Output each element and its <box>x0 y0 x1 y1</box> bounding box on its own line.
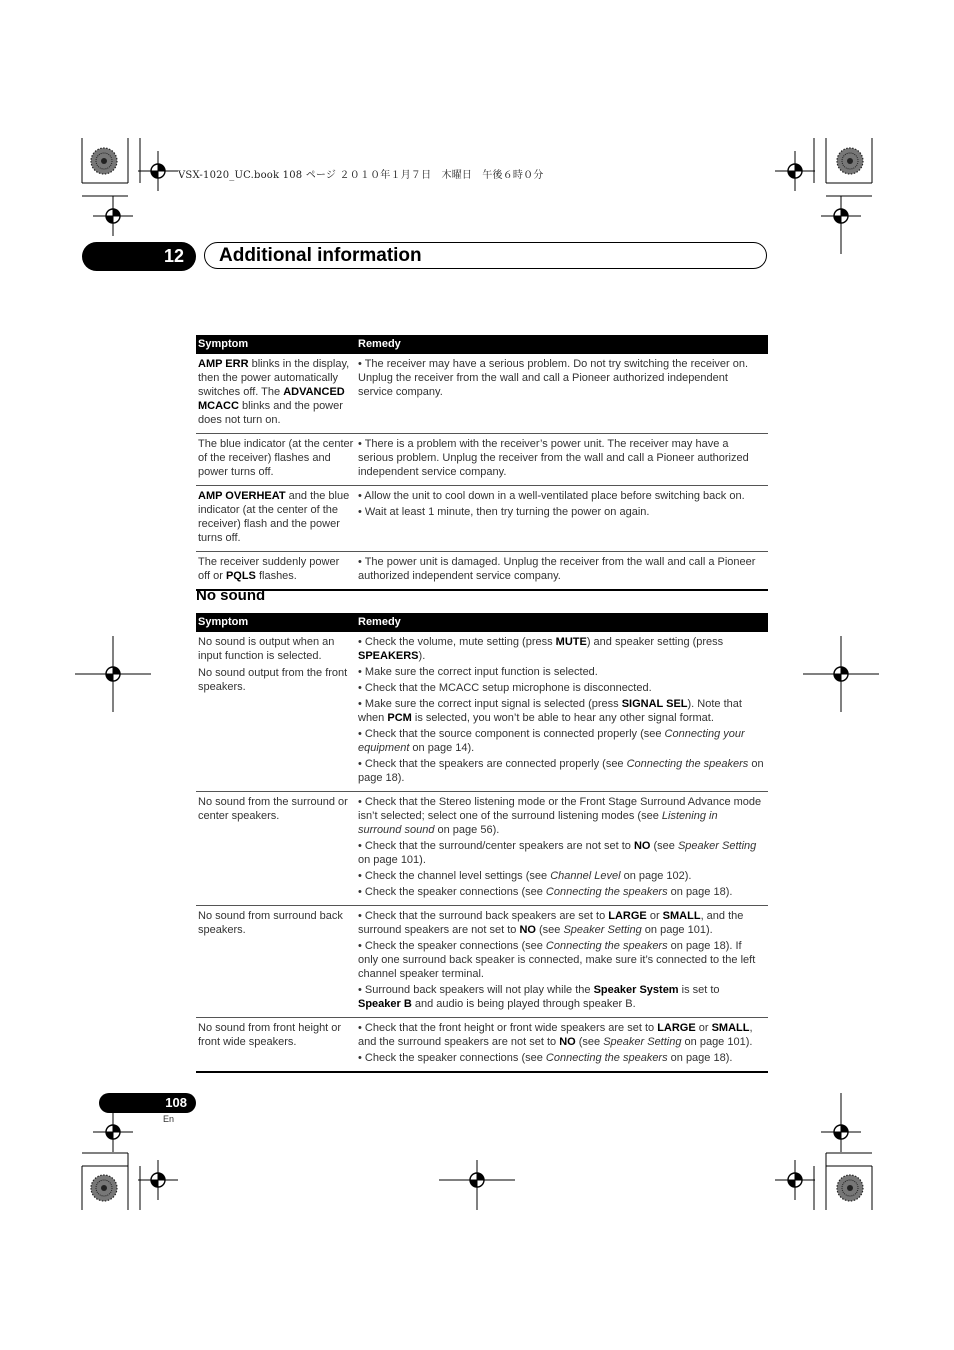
text-run: on page 14). <box>409 742 475 754</box>
text-run: on page 101). <box>358 854 426 866</box>
symptom-header: Symptom <box>198 338 249 350</box>
text-run: SMALL <box>711 1022 750 1034</box>
text-run: Connecting the speakers <box>626 758 749 770</box>
registration-cross-icon <box>775 151 815 191</box>
text-run: and the blue indicator (at the center of the receiver) flash and the power turns off. <box>198 490 350 544</box>
text-run: No sound is output when an input function is selected. <box>198 636 335 662</box>
text-run: No sound output from the front speakers. <box>198 667 348 693</box>
text-run: (see <box>650 840 678 852</box>
text-run: is set to <box>678 984 720 996</box>
chapter-title-box <box>204 242 767 269</box>
text-run: and audio is being played through speaker B. <box>411 998 636 1010</box>
symptom-cell <box>196 486 356 551</box>
text-run: No sound from surround back speakers. <box>198 910 343 936</box>
text-run: SIGNAL SEL <box>621 698 688 710</box>
table-row <box>196 632 768 792</box>
symptom-header: Symptom <box>198 616 249 628</box>
text-run: LARGE <box>608 910 647 922</box>
remedy-item <box>358 555 764 583</box>
text-run: • Check that the front height or front wide speakers are set to <box>358 1022 658 1034</box>
remedy-item <box>358 885 764 899</box>
symptom-text <box>198 489 354 545</box>
symptom-text <box>198 635 354 663</box>
remedy-item <box>358 681 764 695</box>
symptom-text <box>198 357 354 427</box>
print-header: VSX-1020_UC.book 108 ページ ２０１０年１月７日 木曜日 午後６時０分 <box>178 170 544 181</box>
text-run: Connecting your equipment <box>358 728 745 754</box>
text-run: Speaker B <box>358 998 412 1010</box>
text-run: , and the surround speakers are not set to <box>358 910 744 936</box>
registration-cross-icon <box>138 1160 178 1200</box>
symptom-cell <box>196 1018 356 1071</box>
text-run: on page 18). If only one surround back speaker is connected, make sure it’s connected to the left channel speaker terminal. <box>358 940 756 980</box>
text-run: Listening in surround sound <box>358 810 718 836</box>
text-run: PQLS <box>225 570 256 582</box>
symptom-cell <box>196 354 356 433</box>
table-header <box>196 613 768 632</box>
text-run: ) and speaker setting (press <box>586 636 724 648</box>
text-run: • The power unit is damaged. Unplug the receiver from the wall and call a Pioneer authorized independent service company. <box>358 556 756 582</box>
text-run: • Wait at least 1 minute, then try turning the power on again. <box>358 506 650 518</box>
table-row <box>196 792 768 906</box>
table-row <box>196 354 768 434</box>
symptom-text <box>198 666 354 694</box>
text-run: Speaker Setting <box>603 1036 682 1048</box>
symptom-cell <box>196 552 356 589</box>
registration-rosette-icon <box>837 1175 863 1201</box>
remedy-cell <box>356 632 768 791</box>
text-run: • The receiver may have a serious problem. Do not try switching the receiver on. Unplug the receiver from the wall and call a Pioneer authorized independent service company. <box>358 358 749 398</box>
text-run: , and the surround speakers are not set to <box>358 1022 753 1048</box>
remedy-header: Remedy <box>358 616 401 628</box>
text-run: on page 18). <box>358 758 764 784</box>
text-run: • Check the speaker connections (see <box>358 1052 546 1064</box>
remedy-item <box>358 909 764 937</box>
registration-rosette-icon <box>91 1175 117 1201</box>
table-body <box>196 354 768 591</box>
table-row <box>196 434 768 486</box>
text-run: Connecting the speakers <box>545 940 668 952</box>
text-run: The blue indicator (at the center of the receiver) flashes and power turns off. <box>198 438 354 478</box>
page-number: 108 <box>99 1093 196 1113</box>
table-row <box>196 1018 768 1073</box>
text-run: SPEAKERS <box>358 650 419 662</box>
text-run: on page 101). <box>681 1036 753 1048</box>
remedy-item <box>358 505 764 519</box>
table-row <box>196 906 768 1018</box>
remedy-item <box>358 697 764 725</box>
symptom-cell <box>196 792 356 905</box>
text-run: • Check the channel level settings (see <box>358 870 551 882</box>
text-run: • Check that the speakers are connected properly (see <box>358 758 627 770</box>
registration-cross-icon <box>93 1112 133 1152</box>
text-run: AMP OVERHEAT <box>198 490 286 502</box>
table-body <box>196 632 768 1073</box>
symptom-cell <box>196 906 356 1017</box>
registration-cross-icon <box>93 196 133 236</box>
text-run: • Check that the MCACC setup microphone is disconnected. <box>358 682 652 694</box>
symptom-text <box>198 795 354 823</box>
text-run: • Allow the unit to cool down in a well-ventilated place before switching back on. <box>358 490 745 502</box>
text-run: AMP ERR <box>198 358 249 370</box>
remedy-item <box>358 757 764 785</box>
remedy-cell <box>356 486 768 551</box>
text-run: Speaker Setting <box>677 840 757 852</box>
text-run: • Check that the surround back speakers are set to <box>358 910 609 922</box>
text-run: The receiver suddenly power off or <box>198 556 340 582</box>
symptom-cell <box>196 632 356 791</box>
text-run: ). Note that when <box>358 698 742 724</box>
remedy-cell <box>356 434 768 485</box>
text-run: or <box>695 1022 712 1034</box>
text-run: NO <box>519 924 536 936</box>
text-run: No sound from front height or front wide speakers. <box>198 1022 342 1048</box>
text-run: • There is a problem with the receiver’s power unit. The receiver may have a serious problem. Unplug the receiver from the wall and call a Pioneer authorized independent service company. <box>358 438 749 478</box>
remedy-cell <box>356 792 768 905</box>
troubleshooting-table-no-sound <box>196 613 768 1073</box>
text-run: • Check the volume, mute setting (press <box>358 636 556 648</box>
remedy-cell <box>356 906 768 1017</box>
text-run: • Make sure the correct input function is selected. <box>358 666 598 678</box>
text-run: Speaker System <box>593 984 679 996</box>
text-run: on page 101). <box>641 924 713 936</box>
table-row <box>196 486 768 552</box>
remedy-item <box>358 1021 764 1049</box>
section-title-no-sound: No sound <box>196 587 266 604</box>
text-run: blinks in the display, then the power automatically switches off. The <box>198 358 350 398</box>
chapter-title: Additional information <box>219 245 422 266</box>
text-run: Channel Level <box>550 870 621 882</box>
text-run: • Check the speaker connections (see <box>358 886 546 898</box>
text-run: on page 18). <box>667 886 733 898</box>
text-run: • Make sure the correct input signal is selected (press <box>358 698 622 710</box>
registration-cross-icon <box>138 151 178 191</box>
remedy-cell <box>356 354 768 433</box>
text-run: blinks and the power does not turn on. <box>198 400 343 426</box>
text-run: on page 56). <box>434 824 500 836</box>
remedy-item <box>358 489 764 503</box>
text-run: on page 102). <box>620 870 692 882</box>
text-run: PCM <box>387 712 412 724</box>
symptom-text <box>198 437 354 479</box>
text-run: • Check the speaker connections (see <box>358 940 546 952</box>
text-run: Connecting the speakers <box>545 1052 668 1064</box>
text-run: • Check that the source component is connected properly (see <box>358 728 665 740</box>
registration-cross-icon <box>821 196 861 236</box>
remedy-item <box>358 727 764 755</box>
symptom-text <box>198 555 354 583</box>
remedy-header: Remedy <box>358 338 401 350</box>
registration-cross-icon <box>821 1112 861 1152</box>
text-run: NO <box>559 1036 576 1048</box>
remedy-item <box>358 939 764 981</box>
remedy-item <box>358 357 764 399</box>
remedy-item <box>358 1051 764 1065</box>
text-run: • Surround back speakers will not play while the <box>358 984 594 996</box>
table-header <box>196 335 768 354</box>
remedy-item <box>358 983 764 1011</box>
remedy-item <box>358 437 764 479</box>
registration-cross-icon <box>775 1160 815 1200</box>
text-run: SMALL <box>662 910 701 922</box>
registration-rosette-icon <box>837 148 863 174</box>
text-run: (see <box>575 1036 604 1048</box>
text-run: or <box>646 910 663 922</box>
text-run: • Check that the surround/center speakers are not set to <box>358 840 634 852</box>
symptom-cell <box>196 434 356 485</box>
remedy-item <box>358 795 764 837</box>
troubleshooting-table-power <box>196 335 768 591</box>
text-run: LARGE <box>657 1022 696 1034</box>
text-run: NO <box>633 840 651 852</box>
registration-rosette-icon <box>91 148 117 174</box>
text-run: • Check that the Stereo listening mode or the Front Stage Surround Advance mode isn’t selected; select one of the surround listening modes (see <box>358 796 762 822</box>
remedy-item <box>358 665 764 679</box>
symptom-text <box>198 1021 354 1049</box>
remedy-cell <box>356 1018 768 1071</box>
text-run: Speaker Setting <box>563 924 642 936</box>
text-run: is selected, you won’t be able to hear any other signal format. <box>411 712 714 724</box>
text-run: MUTE <box>555 636 587 648</box>
text-run: (see <box>535 924 564 936</box>
text-run: ). <box>418 650 426 662</box>
text-run: No sound from the surround or center speakers. <box>198 796 348 822</box>
symptom-text <box>198 909 354 937</box>
remedy-item <box>358 869 764 883</box>
chapter-number: 12 <box>82 242 196 271</box>
text-run: Connecting the speakers <box>545 886 668 898</box>
table-row <box>196 552 768 591</box>
remedy-item <box>358 839 764 867</box>
remedy-cell <box>356 552 768 589</box>
text-run: flashes. <box>255 570 297 582</box>
text-run: ADVANCED MCACC <box>198 386 345 412</box>
page-language: En <box>163 1114 175 1124</box>
remedy-item <box>358 635 764 663</box>
text-run: on page 18). <box>667 1052 733 1064</box>
